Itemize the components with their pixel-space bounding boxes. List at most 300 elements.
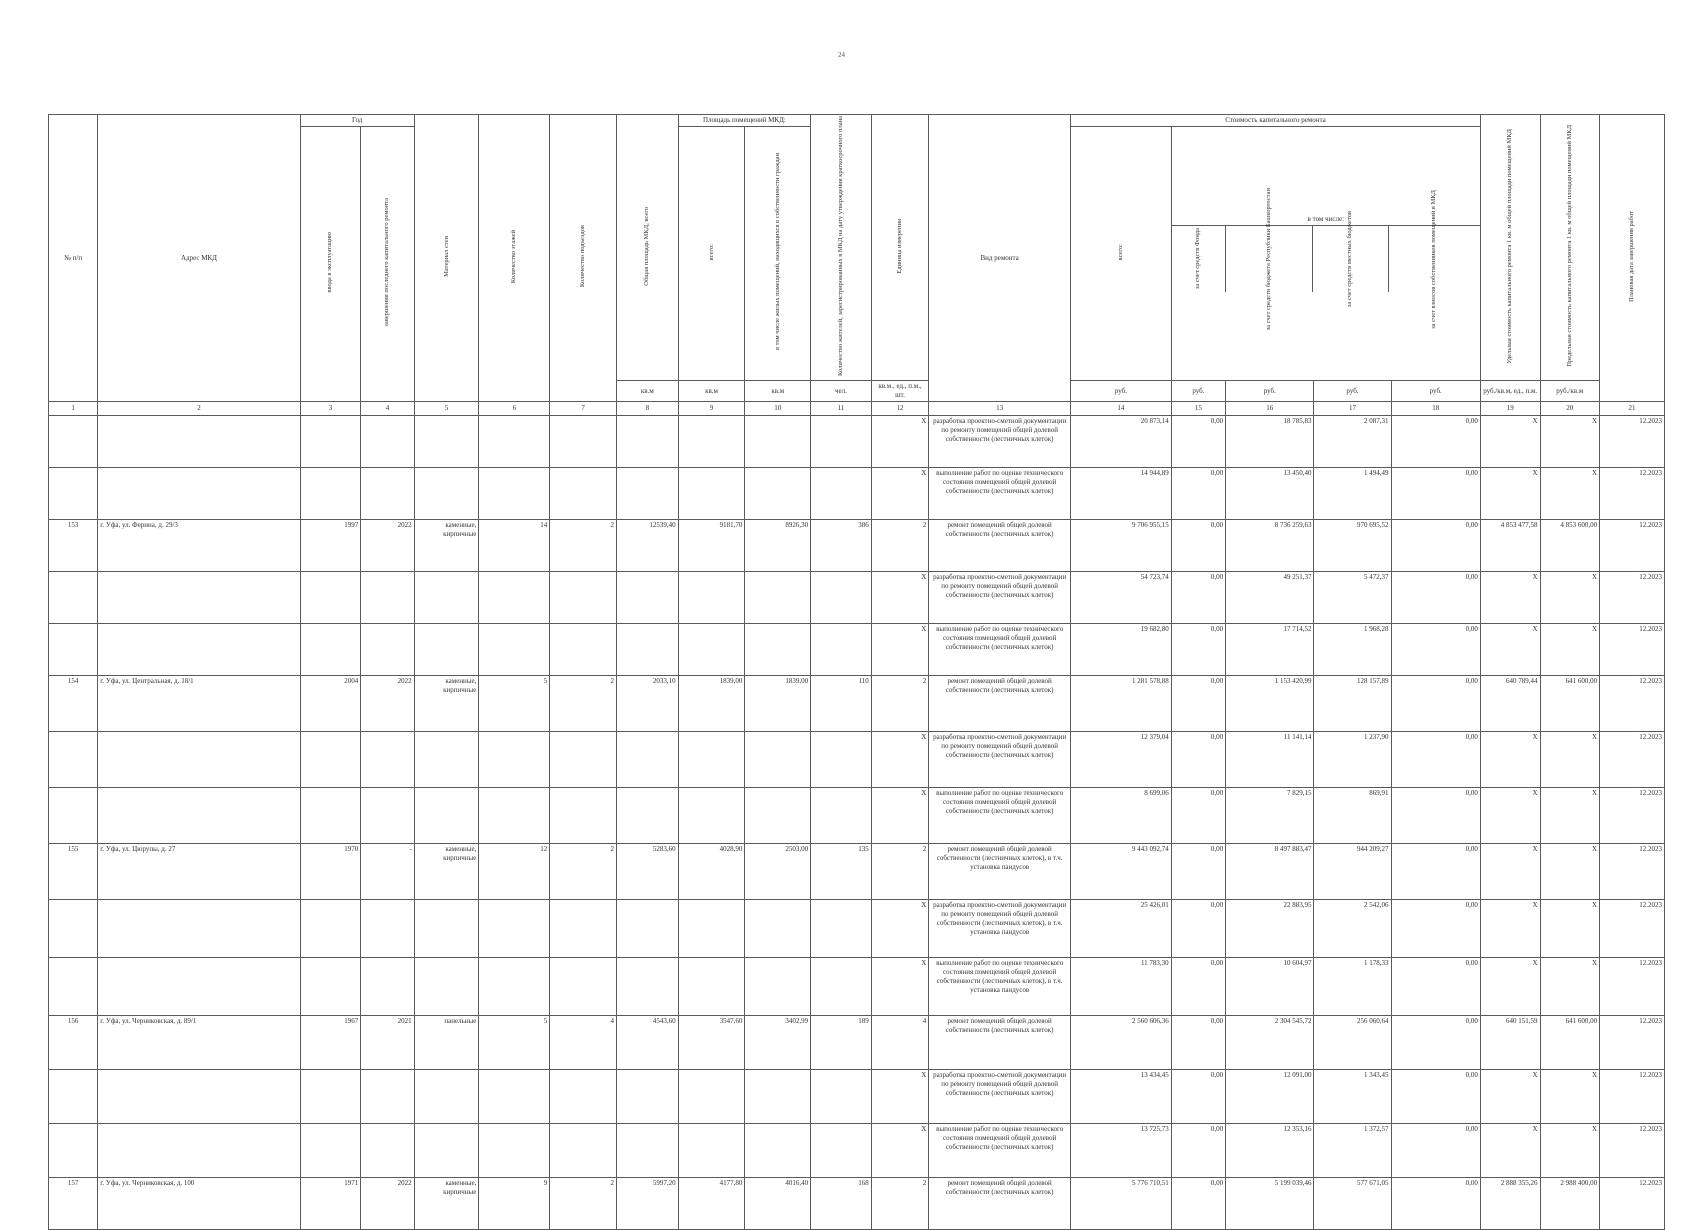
- entrances-cell: [550, 900, 617, 958]
- column-number: 17: [1314, 402, 1391, 416]
- cost-rb-cell: 49 251,37: [1226, 572, 1314, 624]
- unit-cell: X: [871, 788, 929, 844]
- residents-cell: 168: [811, 1178, 872, 1230]
- unit-cost-cell: X: [1480, 900, 1540, 958]
- header-unit-cost: Удельная стоимость капитального ремонта 1 кв. м общей площади помещений МКД: [1506, 128, 1514, 364]
- premises-area-cell: 4028,90: [678, 844, 745, 900]
- wall-material-cell: [414, 958, 479, 1016]
- commission-year-cell: 1997: [300, 520, 361, 572]
- entrances-cell: 2: [550, 520, 617, 572]
- wall-material-cell: панельные: [414, 1016, 479, 1070]
- entrances-cell: [550, 958, 617, 1016]
- table-row: [49, 844, 1665, 900]
- cost-total-cell: 20 873,14: [1071, 416, 1172, 468]
- cost-fund-cell: 0,00: [1171, 958, 1225, 1016]
- cost-total-cell: 54 723,74: [1071, 572, 1172, 624]
- cost-rb-cell: 11 141,14: [1226, 732, 1314, 788]
- floors-cell: [479, 788, 550, 844]
- floors-cell: [479, 468, 550, 520]
- entrances-cell: 2: [550, 676, 617, 732]
- max-cost-cell: X: [1540, 1070, 1600, 1124]
- address-cell: [98, 958, 300, 1016]
- work-type-cell: разработка проектно-сметной документации по ремонту помещений общей долевой собственности (лестничных клеток): [929, 572, 1071, 624]
- unit-cost-cell: 640 789,44: [1480, 676, 1540, 732]
- last-repair-year-cell: [361, 1124, 414, 1178]
- commission-year-cell: 2004: [300, 676, 361, 732]
- floors-cell: 14: [479, 520, 550, 572]
- unit-cell: X: [871, 1070, 929, 1124]
- unit-residents: чел.: [811, 381, 872, 402]
- entrances-cell: [550, 416, 617, 468]
- column-number: 5: [414, 402, 479, 416]
- premises-area-cell: [678, 1070, 745, 1124]
- cost-local-cell: 970 695,52: [1314, 520, 1391, 572]
- row-number: [49, 732, 98, 788]
- row-number: 156: [49, 1016, 98, 1070]
- max-cost-cell: X: [1540, 788, 1600, 844]
- header-no: № п/п: [49, 115, 98, 402]
- residents-cell: [811, 788, 872, 844]
- residential-area-cell: 2503,00: [745, 844, 811, 900]
- header-work-type: Вид ремонта: [929, 115, 1071, 402]
- table-body: [49, 416, 1665, 1230]
- premises-area-cell: [678, 572, 745, 624]
- row-number: 155: [49, 844, 98, 900]
- repair-plan-table: [48, 114, 1665, 1230]
- wall-material-cell: [414, 416, 479, 468]
- commission-year-cell: [300, 900, 361, 958]
- header-year: Год: [300, 115, 414, 127]
- address-cell: г. Уфа, ул. Цюрупы, д. 27: [98, 844, 300, 900]
- address-cell: г. Уфа, ул. Черниковская, д. 100: [98, 1178, 300, 1230]
- wall-material-cell: [414, 468, 479, 520]
- cost-fund-cell: 0,00: [1171, 624, 1225, 676]
- cost-local-cell: 1 343,45: [1314, 1070, 1391, 1124]
- column-number: 21: [1600, 402, 1665, 416]
- cost-total-cell: 13 434,45: [1071, 1070, 1172, 1124]
- floors-cell: [479, 900, 550, 958]
- residential-area-cell: [745, 1070, 811, 1124]
- table-row: [49, 732, 1665, 788]
- last-repair-year-cell: 2022: [361, 520, 414, 572]
- cost-owners-cell: 0,00: [1391, 624, 1480, 676]
- cost-local-cell: 2 087,31: [1314, 416, 1391, 468]
- total-area-cell: [617, 788, 679, 844]
- residents-cell: [811, 900, 872, 958]
- cost-total-cell: 12 379,04: [1071, 732, 1172, 788]
- column-number: 2: [98, 402, 300, 416]
- commission-year-cell: [300, 468, 361, 520]
- unit-cost-cell: X: [1480, 1070, 1540, 1124]
- work-type-cell: выполнение работ по оценке технического состояния помещений общей долевой собственности (лестничных клеток): [929, 624, 1071, 676]
- unit-cost-cell: 4 853 477,58: [1480, 520, 1540, 572]
- entrances-cell: 4: [550, 1016, 617, 1070]
- cost-rb-cell: 13 450,40: [1226, 468, 1314, 520]
- header-wall-material: Материал стен: [442, 236, 450, 277]
- max-cost-cell: X: [1540, 1124, 1600, 1178]
- work-type-cell: ремонт помещений общей долевой собственности (лестничных клеток): [929, 1016, 1071, 1070]
- wall-material-cell: каменные, кирпичные: [414, 844, 479, 900]
- cost-fund-cell: 0,00: [1171, 1070, 1225, 1124]
- work-type-cell: выполнение работ по оценке технического состояния помещений общей долевой собственности (лестничных клеток): [929, 468, 1071, 520]
- wall-material-cell: [414, 788, 479, 844]
- cost-local-cell: 1 178,33: [1314, 958, 1391, 1016]
- cost-rb-cell: 8 497 883,47: [1226, 844, 1314, 900]
- cost-rb-cell: 12 091,00: [1226, 1070, 1314, 1124]
- unit-cost-cell: X: [1480, 624, 1540, 676]
- column-number: 8: [617, 402, 679, 416]
- unit-cost-cell: X: [1480, 468, 1540, 520]
- address-cell: [98, 572, 300, 624]
- residential-area-cell: [745, 416, 811, 468]
- total-area-cell: [617, 732, 679, 788]
- cost-fund-cell: 0,00: [1171, 900, 1225, 958]
- cost-owners-cell: 0,00: [1391, 416, 1480, 468]
- last-repair-year-cell: -: [361, 844, 414, 900]
- cost-owners-cell: 0,00: [1391, 732, 1480, 788]
- last-repair-year-cell: 2021: [361, 1016, 414, 1070]
- cost-total-cell: 9 706 955,15: [1071, 520, 1172, 572]
- cost-fund-cell: 0,00: [1171, 520, 1225, 572]
- unit-cell: X: [871, 624, 929, 676]
- unit-unit-cost: руб./кв.м, ед., п.м.: [1480, 381, 1540, 402]
- cost-fund-cell: 0,00: [1171, 788, 1225, 844]
- address-cell: [98, 1070, 300, 1124]
- residents-cell: [811, 958, 872, 1016]
- entrances-cell: [550, 1070, 617, 1124]
- header-year-last-repair: завершения последнего капитального ремонта: [383, 198, 391, 327]
- column-number: 9: [678, 402, 745, 416]
- row-number: [49, 958, 98, 1016]
- commission-year-cell: [300, 958, 361, 1016]
- unit-cost-total: руб.: [1071, 381, 1172, 402]
- max-cost-cell: X: [1540, 416, 1600, 468]
- last-repair-year-cell: [361, 468, 414, 520]
- cost-rb-cell: 7 829,15: [1226, 788, 1314, 844]
- cost-total-cell: 9 443 092,74: [1071, 844, 1172, 900]
- last-repair-year-cell: [361, 788, 414, 844]
- cost-fund-cell: 0,00: [1171, 732, 1225, 788]
- planned-date-cell: 12.2023: [1600, 1124, 1665, 1178]
- planned-date-cell: 12.2023: [1600, 1016, 1665, 1070]
- cost-owners-cell: 0,00: [1391, 1178, 1480, 1230]
- planned-date-cell: 12.2023: [1600, 900, 1665, 958]
- unit-cost-cell: X: [1480, 1124, 1540, 1178]
- unit-cost-cell: X: [1480, 788, 1540, 844]
- commission-year-cell: [300, 572, 361, 624]
- commission-year-cell: 1971: [300, 1178, 361, 1230]
- row-number: [49, 1124, 98, 1178]
- unit-cell: X: [871, 572, 929, 624]
- commission-year-cell: [300, 416, 361, 468]
- last-repair-year-cell: [361, 958, 414, 1016]
- unit-cost-cell: X: [1480, 416, 1540, 468]
- unit-area-total: кв.м: [678, 381, 745, 402]
- max-cost-cell: 4 853 600,00: [1540, 520, 1600, 572]
- cost-rb-cell: 17 714,52: [1226, 624, 1314, 676]
- cost-owners-cell: 0,00: [1391, 958, 1480, 1016]
- table-row: [49, 900, 1665, 958]
- cost-owners-cell: 0,00: [1391, 1070, 1480, 1124]
- column-number: 1: [49, 402, 98, 416]
- residential-area-cell: [745, 468, 811, 520]
- column-number: 19: [1480, 402, 1540, 416]
- commission-year-cell: [300, 788, 361, 844]
- cost-owners-cell: 0,00: [1391, 1016, 1480, 1070]
- planned-date-cell: 12.2023: [1600, 958, 1665, 1016]
- column-number: 10: [745, 402, 811, 416]
- cost-owners-cell: 0,00: [1391, 900, 1480, 958]
- total-area-cell: [617, 416, 679, 468]
- cost-fund-cell: 0,00: [1171, 572, 1225, 624]
- table-row: [49, 624, 1665, 676]
- premises-area-cell: [678, 958, 745, 1016]
- floors-cell: [479, 572, 550, 624]
- cost-rb-cell: 1 153 420,99: [1226, 676, 1314, 732]
- work-type-cell: выполнение работ по оценке технического состояния помещений общей долевой собственности (лестничных клеток), в т.ч. установка пандусов: [929, 958, 1071, 1016]
- wall-material-cell: каменные, кирпичные: [414, 676, 479, 732]
- header-cost-fund: за счет средств Фонда: [1194, 228, 1202, 290]
- floors-cell: [479, 1124, 550, 1178]
- header-premises-area: Площадь помещений МКД:: [678, 115, 811, 127]
- column-number: 12: [871, 402, 929, 416]
- unit-max-cost: руб./кв.м: [1540, 381, 1600, 402]
- header-incl: в том числе:: [1172, 215, 1480, 226]
- last-repair-year-cell: [361, 1070, 414, 1124]
- planned-date-cell: 12.2023: [1600, 844, 1665, 900]
- cost-local-cell: 577 671,05: [1314, 1178, 1391, 1230]
- planned-date-cell: 12.2023: [1600, 624, 1665, 676]
- column-number: 7: [550, 402, 617, 416]
- column-number: 3: [300, 402, 361, 416]
- residents-cell: [811, 572, 872, 624]
- entrances-cell: 2: [550, 1178, 617, 1230]
- unit-cell: 4: [871, 1016, 929, 1070]
- residents-cell: 386: [811, 520, 872, 572]
- residents-cell: 135: [811, 844, 872, 900]
- unit-cost-local: руб.: [1314, 381, 1391, 402]
- cost-owners-cell: 0,00: [1391, 1124, 1480, 1178]
- wall-material-cell: [414, 1070, 479, 1124]
- unit-cost-cell: X: [1480, 958, 1540, 1016]
- column-number: 18: [1391, 402, 1480, 416]
- unit-total-area: кв.м: [617, 381, 679, 402]
- unit-cell: 2: [871, 520, 929, 572]
- wall-material-cell: [414, 900, 479, 958]
- address-cell: г. Уфа, ул. Центральная, д. 18/1: [98, 676, 300, 732]
- residents-cell: [811, 1124, 872, 1178]
- work-type-cell: разработка проектно-сметной документации по ремонту помещений общей долевой собственности (лестничных клеток), в т.ч. установка пандусов: [929, 900, 1071, 958]
- column-number: 16: [1226, 402, 1314, 416]
- last-repair-year-cell: 2022: [361, 676, 414, 732]
- max-cost-cell: 641 600,00: [1540, 676, 1600, 732]
- total-area-cell: 4543,60: [617, 1016, 679, 1070]
- floors-cell: 5: [479, 1016, 550, 1070]
- column-numbers-row: [49, 402, 1665, 416]
- wall-material-cell: [414, 572, 479, 624]
- cost-total-cell: 11 783,30: [1071, 958, 1172, 1016]
- unit-cell: X: [871, 468, 929, 520]
- cost-fund-cell: 0,00: [1171, 844, 1225, 900]
- header-unit: Единица измерения: [896, 218, 903, 274]
- residential-area-cell: [745, 900, 811, 958]
- cost-owners-cell: 0,00: [1391, 788, 1480, 844]
- unit-cell: 2: [871, 844, 929, 900]
- entrances-cell: 2: [550, 844, 617, 900]
- unit-cell: 2: [871, 1178, 929, 1230]
- work-type-cell: разработка проектно-сметной документации по ремонту помещений общей долевой собственности (лестничных клеток): [929, 1070, 1071, 1124]
- work-type-cell: ремонт помещений общей долевой собственности (лестничных клеток): [929, 676, 1071, 732]
- table-row: [49, 1178, 1665, 1230]
- total-area-cell: 2033,10: [617, 676, 679, 732]
- cost-fund-cell: 0,00: [1171, 1016, 1225, 1070]
- residential-area-cell: [745, 1124, 811, 1178]
- row-number: [49, 468, 98, 520]
- total-area-cell: [617, 900, 679, 958]
- residents-cell: 189: [811, 1016, 872, 1070]
- unit-cell: X: [871, 958, 929, 1016]
- max-cost-cell: 2 988 400,00: [1540, 1178, 1600, 1230]
- address-cell: [98, 468, 300, 520]
- total-area-cell: 5997,20: [617, 1178, 679, 1230]
- residents-cell: [811, 1070, 872, 1124]
- header-cost-rb: за счет средств бюджета Республики Башкортостан: [1264, 187, 1272, 331]
- work-type-cell: выполнение работ по оценке технического состояния помещений общей долевой собственности (лестничных клеток): [929, 1124, 1071, 1178]
- cost-fund-cell: 0,00: [1171, 676, 1225, 732]
- last-repair-year-cell: [361, 572, 414, 624]
- unit-cost-owners: руб.: [1391, 381, 1480, 402]
- wall-material-cell: [414, 732, 479, 788]
- work-type-cell: ремонт помещений общей долевой собственности (лестничных клеток): [929, 520, 1071, 572]
- floors-cell: [479, 1070, 550, 1124]
- address-cell: [98, 732, 300, 788]
- cost-total-cell: 13 725,73: [1071, 1124, 1172, 1178]
- max-cost-cell: X: [1540, 958, 1600, 1016]
- row-number: 153: [49, 520, 98, 572]
- max-cost-cell: X: [1540, 468, 1600, 520]
- address-cell: г. Уфа, ул. Черниковская, д. 89/1: [98, 1016, 300, 1070]
- premises-area-cell: [678, 468, 745, 520]
- table-row: [49, 416, 1665, 468]
- unit-cell: X: [871, 1124, 929, 1178]
- premises-area-cell: [678, 624, 745, 676]
- column-number: 20: [1540, 402, 1600, 416]
- premises-area-cell: [678, 416, 745, 468]
- total-area-cell: [617, 1124, 679, 1178]
- residential-area-cell: [745, 732, 811, 788]
- table-row: [49, 1124, 1665, 1178]
- cost-local-cell: 1 494,49: [1314, 468, 1391, 520]
- column-number: 13: [929, 402, 1071, 416]
- residential-area-cell: [745, 572, 811, 624]
- column-number: 15: [1171, 402, 1225, 416]
- cost-rb-cell: 10 604,97: [1226, 958, 1314, 1016]
- cost-total-cell: 14 944,89: [1071, 468, 1172, 520]
- table-row: [49, 788, 1665, 844]
- premises-area-cell: 4177,80: [678, 1178, 745, 1230]
- address-cell: [98, 624, 300, 676]
- residential-area-cell: 1839,00: [745, 676, 811, 732]
- planned-date-cell: 12.2023: [1600, 468, 1665, 520]
- floors-cell: 12: [479, 844, 550, 900]
- row-number: 157: [49, 1178, 98, 1230]
- cost-total-cell: 2 560 606,36: [1071, 1016, 1172, 1070]
- row-number: 154: [49, 676, 98, 732]
- premises-area-cell: 1839,00: [678, 676, 745, 732]
- entrances-cell: [550, 468, 617, 520]
- residents-cell: [811, 732, 872, 788]
- header-address: Адрес МКД: [98, 115, 300, 402]
- cost-total-cell: 8 699,06: [1071, 788, 1172, 844]
- table-row: [49, 572, 1665, 624]
- work-type-cell: разработка проектно-сметной документации по ремонту помещений общей долевой собственности (лестничных клеток): [929, 732, 1071, 788]
- row-number: [49, 624, 98, 676]
- planned-date-cell: 12.2023: [1600, 520, 1665, 572]
- column-number: 4: [361, 402, 414, 416]
- planned-date-cell: 12.2023: [1600, 1178, 1665, 1230]
- residential-area-cell: 3402,99: [745, 1016, 811, 1070]
- last-repair-year-cell: [361, 732, 414, 788]
- cost-owners-cell: 0,00: [1391, 520, 1480, 572]
- total-area-cell: [617, 624, 679, 676]
- cost-owners-cell: 0,00: [1391, 468, 1480, 520]
- column-number: 14: [1071, 402, 1172, 416]
- residents-cell: [811, 624, 872, 676]
- cost-fund-cell: 0,00: [1171, 1124, 1225, 1178]
- header-cost: Стоимость капитального ремонта: [1071, 115, 1481, 127]
- cost-rb-cell: 5 199 039,46: [1226, 1178, 1314, 1230]
- wall-material-cell: каменные, кирпичные: [414, 1178, 479, 1230]
- cost-local-cell: 944 209,27: [1314, 844, 1391, 900]
- work-type-cell: ремонт помещений общей долевой собственности (лестничных клеток), в т.ч. установка пандусов: [929, 844, 1071, 900]
- max-cost-cell: X: [1540, 732, 1600, 788]
- address-cell: [98, 788, 300, 844]
- table-row: [49, 1070, 1665, 1124]
- entrances-cell: [550, 1124, 617, 1178]
- premises-area-cell: [678, 788, 745, 844]
- total-area-cell: [617, 1070, 679, 1124]
- table-row: [49, 958, 1665, 1016]
- commission-year-cell: 1967: [300, 1016, 361, 1070]
- row-number: [49, 416, 98, 468]
- address-cell: [98, 416, 300, 468]
- wall-material-cell: каменные, кирпичные: [414, 520, 479, 572]
- residential-area-cell: [745, 958, 811, 1016]
- residents-cell: [811, 468, 872, 520]
- work-type-cell: выполнение работ по оценке технического состояния помещений общей долевой собственности (лестничных клеток): [929, 788, 1071, 844]
- premises-area-cell: 9181,70: [678, 520, 745, 572]
- cost-local-cell: 1 237,90: [1314, 732, 1391, 788]
- cost-local-cell: 5 472,37: [1314, 572, 1391, 624]
- row-number: [49, 572, 98, 624]
- planned-date-cell: 12.2023: [1600, 732, 1665, 788]
- address-cell: г. Уфа, ул. Ферина, д. 29/3: [98, 520, 300, 572]
- header-cost-owners: за счет взносов собственников помещений в МКД: [1430, 189, 1438, 329]
- total-area-cell: [617, 958, 679, 1016]
- last-repair-year-cell: [361, 416, 414, 468]
- commission-year-cell: 1970: [300, 844, 361, 900]
- header-total-area: Общая площадь МКД, всего: [643, 206, 651, 286]
- cost-rb-cell: 18 785,83: [1226, 416, 1314, 468]
- cost-rb-cell: 2 304 545,72: [1226, 1016, 1314, 1070]
- premises-area-cell: [678, 900, 745, 958]
- last-repair-year-cell: 2022: [361, 1178, 414, 1230]
- max-cost-cell: X: [1540, 624, 1600, 676]
- commission-year-cell: [300, 1124, 361, 1178]
- unit-cell: X: [871, 732, 929, 788]
- cost-local-cell: 256 060,64: [1314, 1016, 1391, 1070]
- header-planned-date: Плановая дата завершения работ: [1628, 211, 1636, 303]
